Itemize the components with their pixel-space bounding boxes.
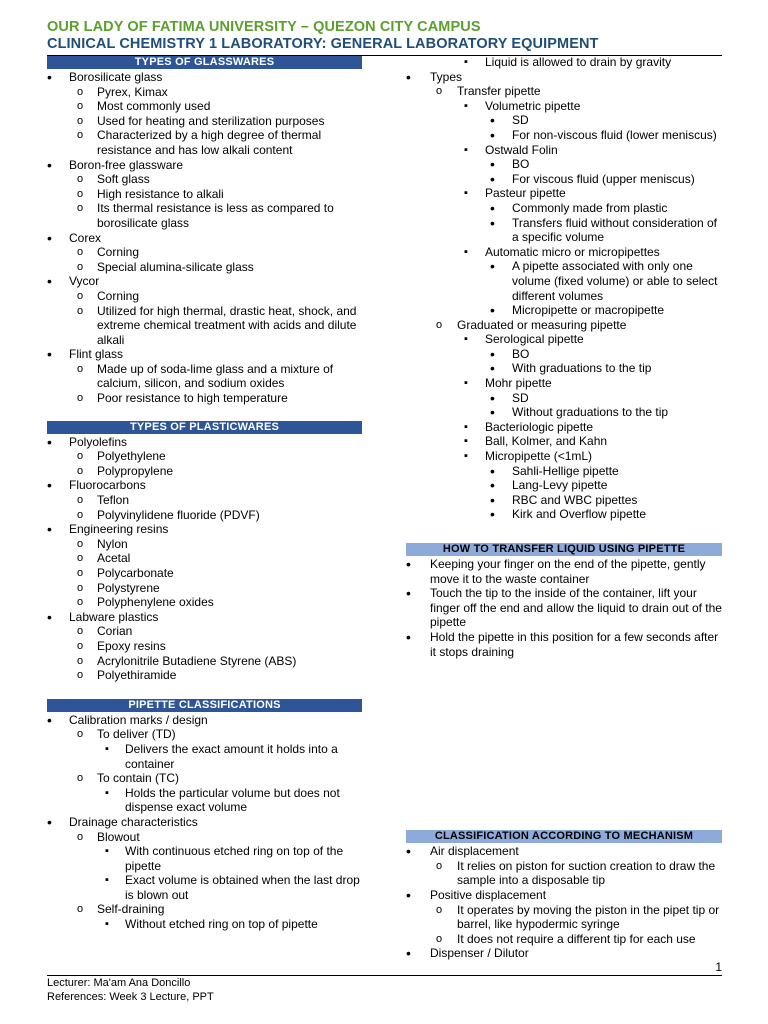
list-item-text: o Polyvinylidene fluoride (PDVF): [97, 507, 260, 522]
list-item-text: • Calibration marks / design: [69, 712, 208, 727]
list-item: [47, 537, 362, 552]
list-item: [47, 304, 362, 348]
list-item: [47, 771, 362, 786]
list-item: [47, 128, 362, 157]
list-item: [406, 391, 722, 406]
list-item-text: • RBC and WBC pipettes: [512, 492, 638, 507]
list-item-text: ▪ Micropipette (<1mL): [485, 449, 593, 464]
list-glasswares: [47, 70, 362, 406]
right-column: [406, 56, 722, 961]
list-mechanism: [406, 844, 722, 961]
list-item: [47, 844, 362, 873]
lecturer-line: Lecturer: Ma'am Ana Doncillo: [47, 977, 191, 989]
list-item: [406, 449, 722, 464]
list-item-text: o Pyrex, Kimax: [97, 84, 168, 99]
list-item: [47, 85, 362, 100]
list-item-text: ▪ With continuous etched ring on top of the pipette: [125, 844, 344, 873]
list-item: [406, 70, 722, 85]
list-item: [47, 391, 362, 406]
list-item-text: o Made up of soda-lime glass and a mixture of calcium, silicon, and sodium oxides: [97, 361, 334, 391]
list-item-text: • Types: [430, 69, 463, 84]
list-item-text: o Most commonly used: [97, 99, 211, 114]
list-item-text: o Transfer pipette: [457, 84, 541, 99]
section-heading-mechanism: CLASSIFICATION ACCORDING TO MECHANISM: [406, 830, 722, 843]
list-item-text: • Dispenser / Dilutor: [430, 946, 529, 961]
list-item-text: o Special alumina-silicate glass: [97, 259, 254, 274]
list-item-text: o Blowout: [97, 829, 140, 844]
list-item-text: o Polycarbonate: [97, 566, 174, 580]
list-item: [47, 449, 362, 464]
section-heading-pipette-classifications: PIPETTE CLASSIFICATIONS: [47, 699, 362, 712]
list-item: [406, 216, 722, 245]
list-item-text: • Fluorocarbons: [69, 478, 146, 493]
list-plasticwares: [47, 435, 362, 683]
list-item: [406, 844, 722, 859]
list-item: [47, 786, 362, 815]
list-item-text: • For viscous fluid (upper meniscus): [512, 171, 695, 186]
list-item: [406, 318, 722, 333]
list-item-text: o Polyethylene: [97, 449, 166, 464]
list-item-text: o It does not require a different tip for each use: [457, 931, 696, 946]
list-item: [47, 231, 362, 246]
list-item-text: ▪ Automatic micro or micropipettes: [485, 244, 660, 259]
list-item-text: • BO: [512, 346, 530, 361]
list-item: [406, 186, 722, 201]
university-title: OUR LADY OF FATIMA UNIVERSITY – QUEZON CITY CAMPUS: [47, 19, 481, 35]
list-item-text: • Without graduations to the tip: [512, 405, 669, 420]
list-item: [406, 303, 722, 318]
list-item: [47, 581, 362, 596]
list-item-text: • Vycor: [69, 274, 100, 289]
list-item-text: • Kirk and Overflow pipette: [512, 507, 647, 522]
list-item-text: ▪ Delivers the exact amount it holds into a container: [125, 741, 338, 771]
list-item: [47, 260, 362, 275]
list-item: [47, 464, 362, 479]
section-heading-plasticwares: TYPES OF PLASTICWARES: [47, 421, 362, 434]
list-item-text: o Polypropylene: [97, 463, 174, 478]
list-item-text: o Polystyrene: [97, 580, 160, 595]
list-item: [47, 70, 362, 85]
list-item-text: • Drainage characteristics: [69, 814, 198, 829]
list-item: [406, 361, 722, 376]
list-item-text: o It relies on piston for suction creation to draw the sample into a disposable tip: [457, 858, 716, 888]
list-item: [406, 113, 722, 128]
list-item-text: • SD: [512, 113, 529, 128]
list-item-text: ▪ Mohr pipette: [485, 376, 552, 391]
list-item-text: o Poor resistance to high temperature: [97, 391, 288, 406]
list-item: [406, 586, 722, 630]
list-item: [47, 551, 362, 566]
list-item: [406, 347, 722, 362]
list-item-text: ▪ Liquid is allowed to drain by gravity: [485, 55, 672, 69]
list-item-text: • With graduations to the tip: [512, 361, 652, 376]
list-item: [47, 654, 362, 669]
list-item-text: o High resistance to alkali: [97, 186, 224, 201]
list-item: [406, 201, 722, 216]
list-item: [47, 508, 362, 523]
list-item-text: o It operates by moving the piston in the pipet tip or barrel, like hypodermic syringe: [457, 902, 720, 932]
list-item-text: o Characterized by a high degree of thermal resistance and has low alkali content: [97, 128, 322, 157]
list-item: [406, 84, 722, 99]
list-item: [47, 610, 362, 625]
list-item: [406, 99, 722, 114]
list-item-text: • Air displacement: [430, 844, 519, 859]
list-item-text: • Keeping your finger on the end of the pipette, gently move it to the waste container: [430, 557, 706, 586]
list-item: [406, 157, 722, 172]
list-item: [406, 507, 722, 522]
list-item: [47, 478, 362, 493]
list-item: [47, 435, 362, 450]
list-item: [47, 727, 362, 742]
list-item: [47, 713, 362, 728]
list-item: [406, 434, 722, 449]
list-item: [47, 624, 362, 639]
list-item-text: • Boron-free glassware: [69, 157, 184, 172]
list-transfer: [406, 557, 722, 659]
list-item-text: o Self-draining: [97, 902, 165, 917]
list-item-text: ▪ Bacteriologic pipette: [485, 419, 594, 434]
list-item-text: o Epoxy resins: [97, 638, 166, 653]
list-item: [47, 917, 362, 932]
list-item-text: o Utilized for high thermal, drastic heat, shock, and extreme chemical treatment with acids and dilute alkali: [97, 303, 357, 347]
list-item-text: o Polyethiramide: [97, 668, 177, 683]
list-item: [47, 639, 362, 654]
list-item-text: • Micropipette or macropipette: [512, 303, 665, 318]
list-item-text: • Positive displacement: [430, 887, 547, 902]
list-item-text: • Flint glass: [69, 347, 124, 362]
list-item: [406, 464, 722, 479]
list-item: [406, 405, 722, 420]
list-item: [47, 158, 362, 173]
page-footer: [47, 977, 214, 1004]
list-item-text: o Its thermal resistance is less as compared to borosilicate glass: [97, 201, 334, 230]
list-item: [47, 99, 362, 114]
list-item-text: o Corning: [97, 288, 140, 303]
list-item: [406, 376, 722, 391]
left-column: [47, 56, 362, 932]
list-item-text: ▪ Ball, Kolmer, and Kahn: [485, 434, 608, 449]
list-item: [47, 362, 362, 391]
list-item: [47, 201, 362, 230]
list-item: [47, 830, 362, 845]
course-title: CLINICAL CHEMISTRY 1 LABORATORY: GENERAL LABORATORY EQUIPMENT: [47, 36, 599, 52]
list-item: [47, 114, 362, 129]
list-item: [406, 245, 722, 260]
list-item: [406, 859, 722, 888]
list-item: [47, 595, 362, 610]
list-item-text: • SD: [512, 390, 529, 405]
list-item-text: o Acrylonitrile Butadiene Styrene (ABS): [97, 653, 297, 668]
page-number: 1: [715, 960, 722, 974]
list-item-text: o Soft glass: [97, 172, 150, 187]
list-item: [47, 668, 362, 683]
list-item-text: • Commonly made from plastic: [512, 200, 668, 215]
list-item-text: ▪ Without etched ring on top of pipette: [125, 917, 318, 932]
page-header: [47, 19, 722, 53]
list-item-text: o To deliver (TD): [97, 727, 176, 742]
list-item-text: • Touch the tip to the inside of the container, lift your finger off the end and allow the liquid to drain out of the pipette: [430, 586, 722, 630]
list-item-text: o Graduated or measuring pipette: [457, 317, 627, 332]
section-heading-glasswares: TYPES OF GLASSWARES: [47, 56, 362, 69]
list-item: [47, 245, 362, 260]
list-item: [47, 566, 362, 581]
list-item-text: ▪ Pasteur pipette: [485, 186, 566, 201]
list-item-text: ▪ Holds the particular volume but does not dispense exact volume: [125, 785, 340, 815]
list-item: [406, 478, 722, 493]
list-item-text: • Corex: [69, 230, 102, 245]
list-item: [406, 55, 722, 70]
list-item: [406, 903, 722, 932]
list-item: [406, 259, 722, 303]
list-item: [406, 172, 722, 187]
list-item-text: o Teflon: [97, 493, 130, 508]
list-item: [406, 630, 722, 659]
list-item-text: ▪ Serological pipette: [485, 332, 584, 347]
list-item-text: o Corning: [97, 245, 140, 260]
list-item-text: • Engineering resins: [69, 522, 169, 537]
list-item: [47, 815, 362, 830]
list-item: [47, 172, 362, 187]
list-item: [406, 420, 722, 435]
list-item: [406, 128, 722, 143]
list-item: [406, 932, 722, 947]
list-item-text: • Labware plastics: [69, 609, 159, 624]
list-item-text: ▪ Exact volume is obtained when the last drop is blown out: [125, 873, 360, 902]
list-item: [47, 902, 362, 917]
list-item: [47, 522, 362, 537]
list-item: [47, 187, 362, 202]
list-item-text: o Acetal: [97, 551, 131, 566]
list-item: [406, 888, 722, 903]
list-item: [406, 557, 722, 586]
list-item-text: o Polyphenylene oxides: [97, 595, 214, 610]
list-item: [406, 493, 722, 508]
list-item: [47, 274, 362, 289]
list-item-text: • Lang-Levy pipette: [512, 478, 608, 493]
list-item: [406, 332, 722, 347]
list-item: [406, 946, 722, 961]
list-item: [47, 289, 362, 304]
list-pipette-classifications: [47, 713, 362, 932]
section-heading-transfer: HOW TO TRANSFER LIQUID USING PIPETTE: [406, 543, 722, 556]
list-item-text: o To contain (TC): [97, 771, 180, 786]
list-item: [47, 742, 362, 771]
list-item-text: • Hold the pipette in this position for a few seconds after it stops draining: [430, 629, 719, 659]
list-item: [406, 143, 722, 158]
list-item-text: • Sahli-Hellige pipette: [512, 463, 619, 478]
list-item-text: ▪ Ostwald Folin: [485, 142, 558, 157]
list-pipette-continued: [406, 55, 722, 522]
list-item-text: • BO: [512, 157, 530, 172]
list-item-text: • Borosilicate glass: [69, 70, 163, 84]
list-item: [47, 873, 362, 902]
list-item-text: • Polyolefins: [69, 434, 128, 449]
references-line: References: Week 3 Lecture, PPT: [47, 990, 214, 1003]
list-item-text: ▪ Volumetric pipette: [485, 98, 581, 113]
list-item-text: o Nylon: [97, 536, 128, 551]
list-item-text: o Used for heating and sterilization purposes: [97, 113, 325, 128]
list-item-text: • For non-viscous fluid (lower meniscus): [512, 127, 717, 142]
list-item-text: • A pipette associated with only one volume (fixed volume) or able to select different volumes: [512, 259, 718, 303]
list-item: [47, 347, 362, 362]
list-item-text: • Transfers fluid without consideration of a specific volume: [512, 215, 717, 245]
footer-divider: [47, 975, 722, 976]
list-item-text: o Corian: [97, 624, 133, 639]
list-item: [47, 493, 362, 508]
